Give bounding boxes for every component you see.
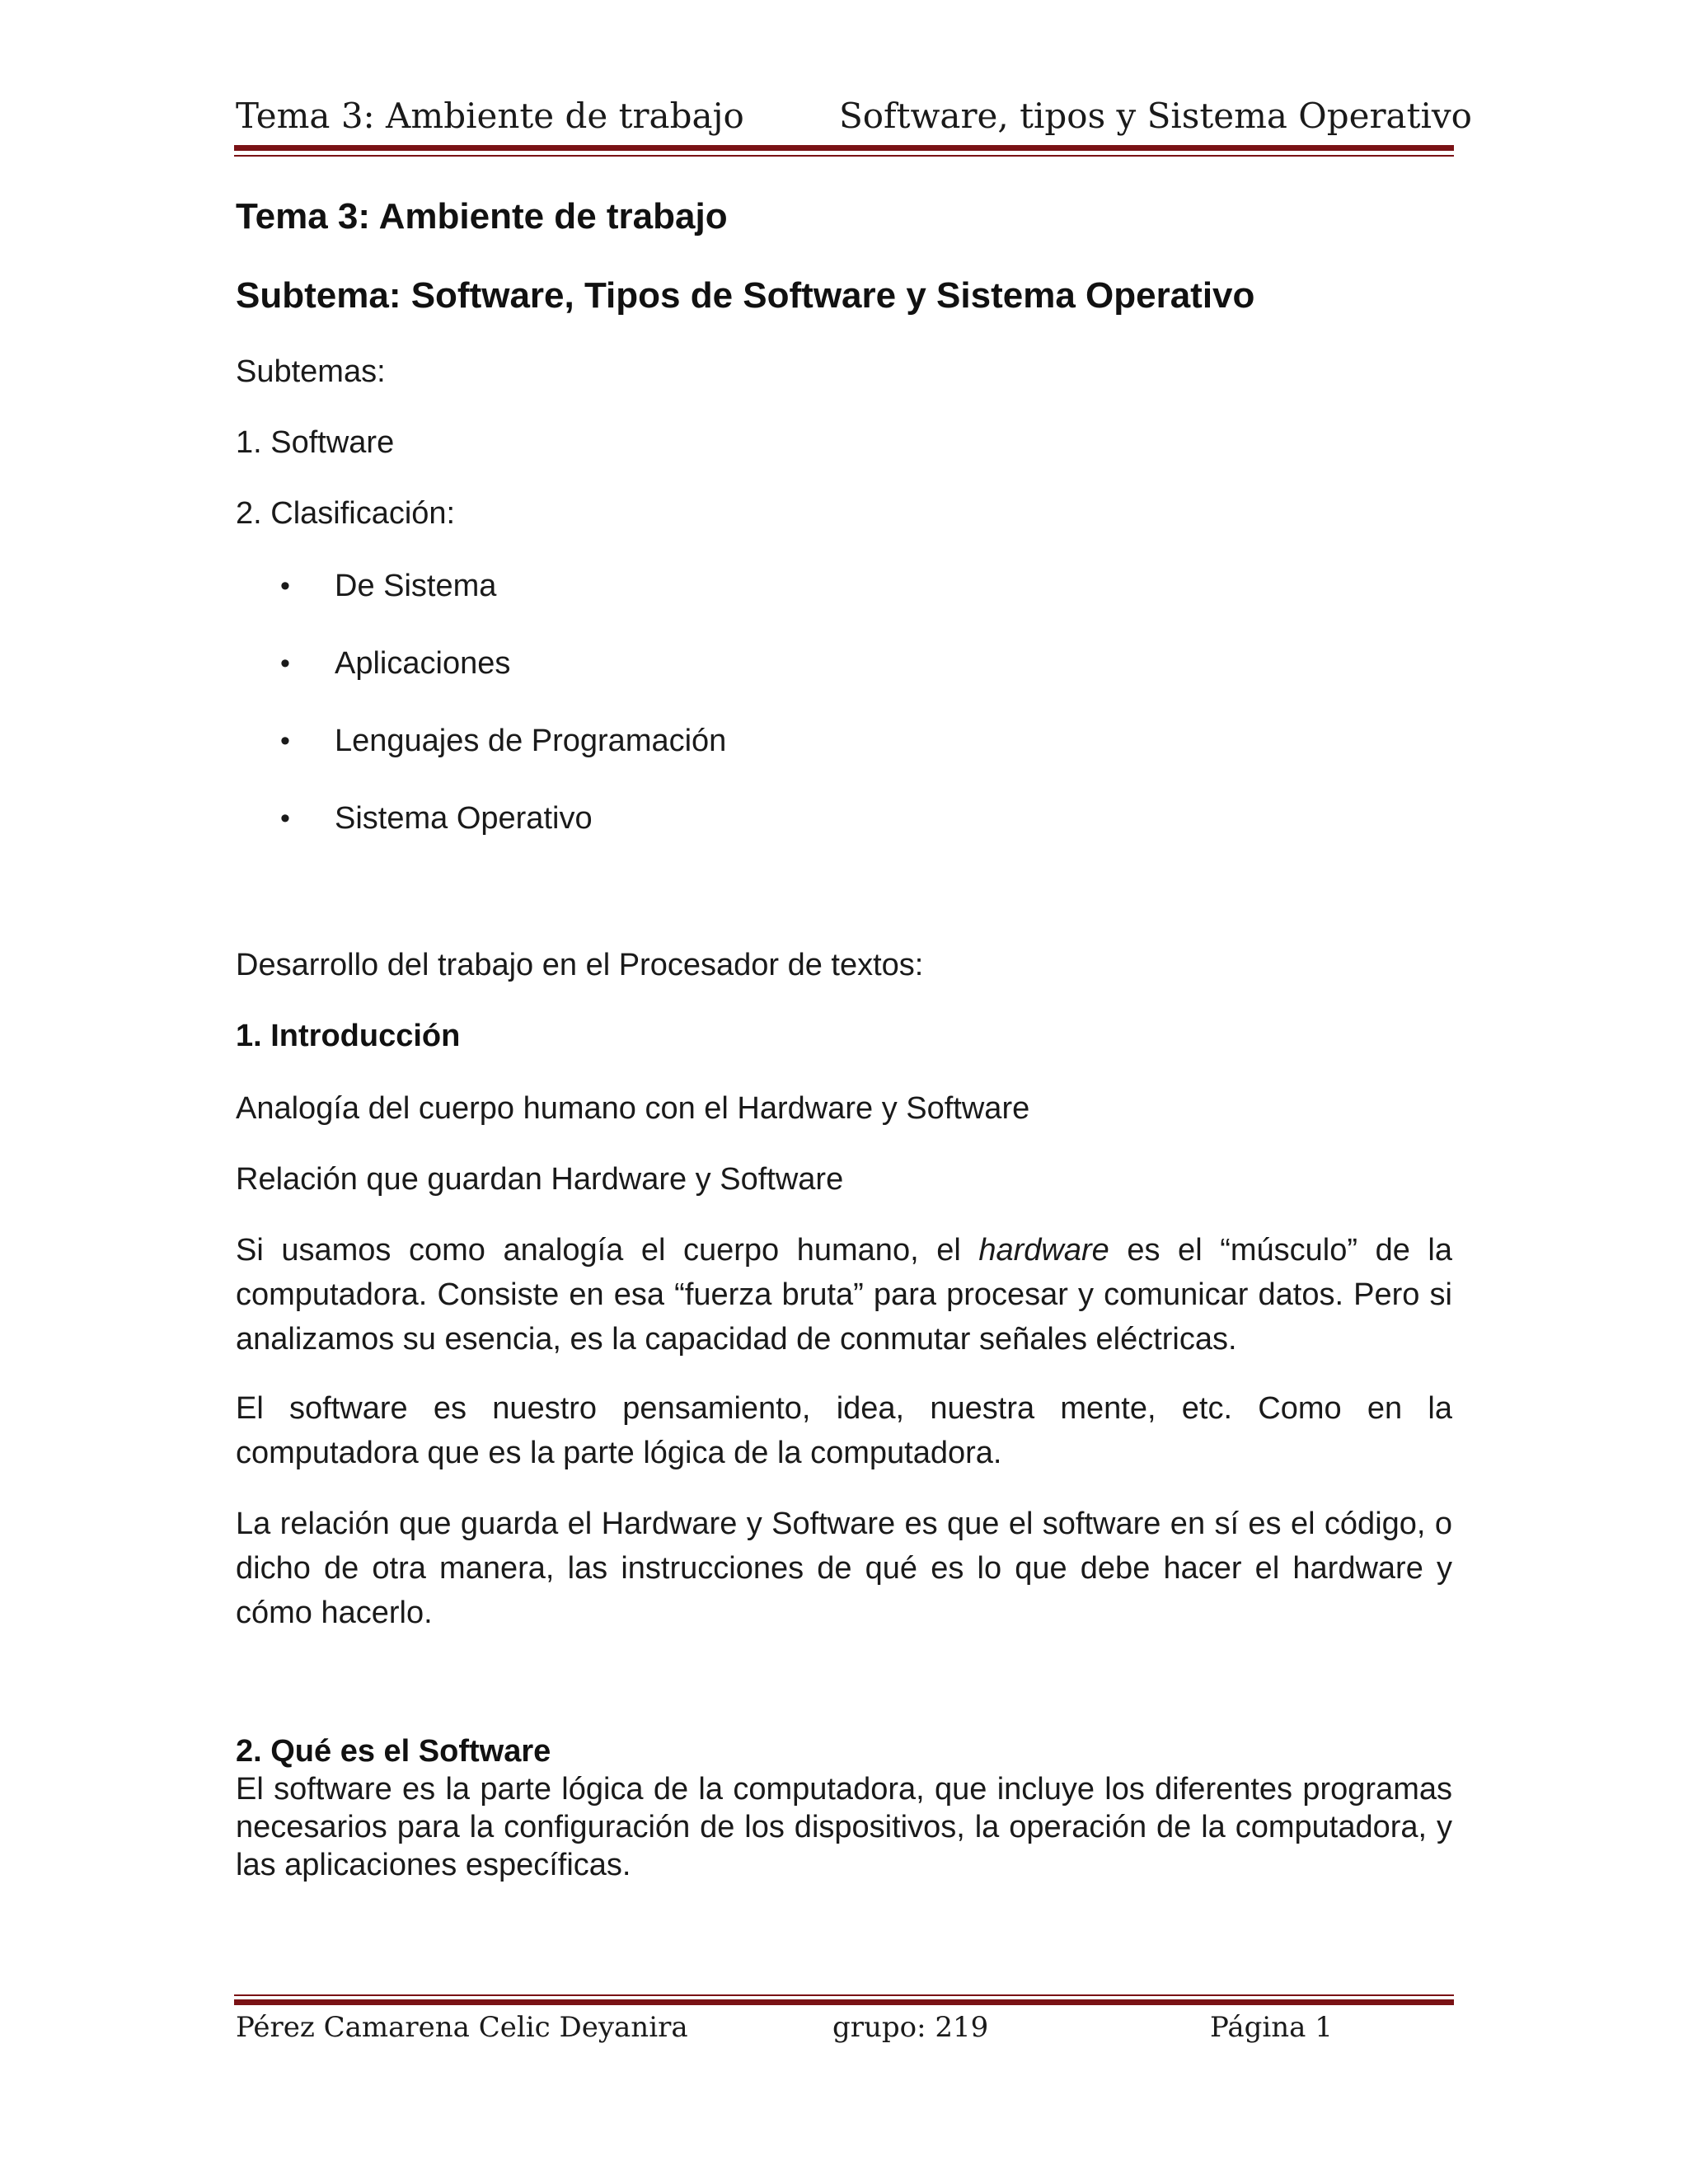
- hardware-emphasis: hardware: [978, 1233, 1109, 1268]
- page-title: Tema 3: Ambiente de trabajo: [236, 196, 728, 237]
- subtopics-label: Subtemas:: [236, 354, 386, 389]
- footer-page-number: Página 1: [1210, 2011, 1333, 2044]
- footer-group: grupo: 219: [832, 2011, 989, 2044]
- header-rule-thin: [234, 155, 1454, 157]
- bullet-icon: •: [280, 648, 290, 679]
- section-heading-introduction: 1. Introducción: [236, 1019, 461, 1053]
- list-item-label: De Sistema: [335, 569, 497, 603]
- header-right-title: Software, tipos y Sistema Operativo: [839, 96, 1472, 136]
- list-item-label: Aplicaciones: [335, 646, 511, 681]
- footer-rule-thick: [234, 1999, 1454, 2005]
- header-rule-thick: [234, 145, 1454, 151]
- development-label: Desarrollo del trabajo en el Procesador de textos:: [236, 948, 924, 982]
- header-left-title: Tema 3: Ambiente de trabajo: [236, 96, 744, 136]
- list-item: [280, 801, 593, 837]
- list-item-label: Sistema Operativo: [335, 801, 593, 836]
- section-heading-what-is-software: 2. Qué es el Software: [236, 1734, 551, 1769]
- subtopic-software: 1. Software: [236, 425, 395, 460]
- page-subtitle: Subtema: Software, Tipos de Software y Sistema Operativo: [236, 275, 1255, 316]
- paragraph-software-mind: El software es nuestro pensamiento, idea, nuestra mente, etc. Como en la computadora que es la parte lógica de la computadora.: [236, 1391, 1452, 1470]
- footer-author: Pérez Camarena Celic Deyanira: [236, 2011, 688, 2044]
- paragraph-hardware-analogy: Si usamos como analogía el cuerpo humano, el hardware es el “músculo” de la computadora. Consiste en esa “fuerza bruta” para procesar y comunicar datos. Pero si analizamos su esencia, es la capacidad de conmutar señales eléctricas.: [236, 1233, 1452, 1357]
- list-item: [280, 724, 726, 759]
- bullet-icon: •: [280, 570, 290, 602]
- footer-rule-thin: [234, 1994, 1454, 1996]
- bullet-icon: •: [280, 725, 290, 757]
- list-item: [280, 569, 496, 604]
- paragraph-hw-sw-relation: La relación que guarda el Hardware y Software es que el software en sí es el código, o dicho de otra manera, las instrucciones de qué es lo que debe hacer el hardware y cómo hacerlo.: [236, 1507, 1452, 1630]
- bullet-icon: •: [280, 803, 290, 834]
- intro-line-analogy: Analogía del cuerpo humano con el Hardware y Software: [236, 1091, 1030, 1126]
- list-item-label: Lenguajes de Programación: [335, 724, 727, 758]
- list-item: [280, 646, 510, 682]
- paragraph-software-definition: El software es la parte lógica de la computadora, que incluye los diferentes programas necesarios para la configuración de los dispositivos, la operación de la computadora, y las aplicaciones específicas.: [236, 1772, 1452, 1882]
- intro-line-relation: Relación que guardan Hardware y Software: [236, 1162, 844, 1197]
- subtopic-classification: 2. Clasificación:: [236, 496, 456, 531]
